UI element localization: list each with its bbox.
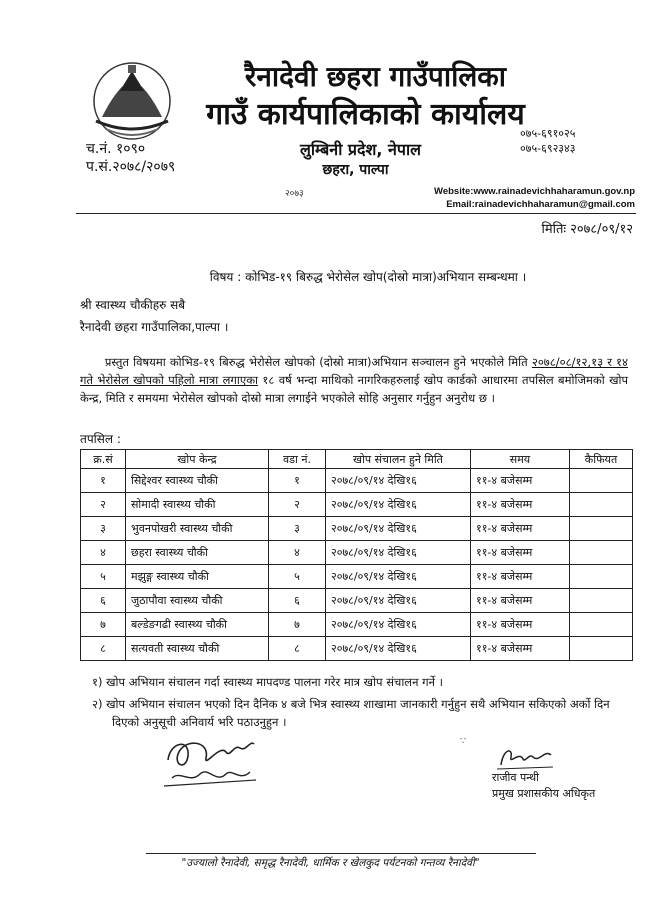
org-name: रैनादेवी छहरा गाउँपालिका [244,60,507,93]
letter-date: मितिः २०७८/०९/१२ [541,222,633,237]
row-sn: ७ [81,613,126,637]
table-row [81,469,633,493]
row-sn: १ [81,469,126,493]
instruction-item: १) खोप अभियान संचालन गर्दा स्वास्थ्य मापदण्ड पालना गरेर मात्र खोप संचालन गर्ने । [92,675,444,689]
row-remarks [570,589,633,613]
row-date: २०७८/०९/१४ देखि१६ [326,565,471,589]
addressee-line-1: श्री स्वास्थ्य चौकीहरु सबै [80,298,186,312]
row-remarks [570,541,633,565]
row-time: ११-४ बजेसम्म [471,541,570,565]
row-sn: २ [81,493,126,517]
instruction-item: २) खोप अभियान संचालन भएको दिन दैनिक ४ बजे भित्र स्वास्थ्य शाखामा जानकारी गर्नुहुन सथै अभियान सकिएको अर्को दिन दिएको अनुसूची अनिवार्य भरि पठाउनुहुन । [92,697,610,729]
header-date: खोप संचालन हुने मिति [326,450,471,469]
dotted-mark: ∵ [460,736,467,747]
row-ward: ७ [269,613,326,637]
office-name: गाउँ कार्यपालिकाको कार्यालय [206,97,525,132]
row-ward: ५ [269,565,326,589]
row-ward: ३ [269,517,326,541]
row-remarks [570,517,633,541]
handwritten-signature-left [160,730,260,794]
row-time: ११-४ बजेसम्म [471,565,570,589]
row-sn: ६ [81,589,126,613]
row-center: भुवनपोखरी स्वास्थ्य चौकी [126,517,269,541]
body-underlined: २०७८/०८/१२,१३ र १४ गते भेरोसेल खोपको पहिलो मात्रा लगाएका [80,355,628,387]
body-part-2: १८ वर्ष भन्दा माथिको नागरिकहरुलाई खोप कार्डको आधारमा तपसिल बमोजिमको खोप केन्द्र, मिति र समयमा भेरोसेल खोपको दोस्रो मात्रा लगाईने भएकोले सोहि अनुसार गर्नुहुन अनुरोध छ । [80,373,628,405]
email-link[interactable]: Email:rainadevichhaharamun@gmail.com [446,199,635,210]
row-sn: ८ [81,637,126,661]
handwritten-signature-right [495,743,555,771]
row-center: सत्यवती स्वास्थ्य चौकी [126,637,269,661]
row-ward: ६ [269,589,326,613]
row-remarks [570,637,633,661]
vaccination-schedule-table [80,449,633,661]
row-ward: ८ [269,637,326,661]
row-sn: ५ [81,565,126,589]
header-divider [76,213,636,214]
table-row [81,589,633,613]
header-sn: क्र.सं [81,450,126,469]
schedule-label: तपसिल : [80,432,121,446]
row-time: ११-४ बजेसम्म [471,613,570,637]
table-row [81,565,633,589]
row-remarks [570,613,633,637]
row-center: बल्डेङगढी स्वास्थ्य चौकी [126,613,269,637]
table-row [81,493,633,517]
row-sn: ४ [81,541,126,565]
row-date: २०७८/०९/१४ देखि१६ [326,517,471,541]
row-ward: १ [269,469,326,493]
table-header-row [81,450,633,469]
table-row [81,541,633,565]
signatory-name: राजीव पन्थी [492,771,540,784]
instructions-list [92,673,622,735]
table-row [81,613,633,637]
office-location: छहरा, पाल्पा [322,162,389,178]
signatory-block [492,770,595,802]
row-date: २०७८/०९/१४ देखि१६ [326,637,471,661]
row-time: ११-४ बजेसम्म [471,493,570,517]
footer-motto: "उज्यालो रैनादेवी, समृद्ध रैनादेवी, धार्मिक र खेलकुद पर्यटनको गन्तव्य रैनादेवी" [181,857,480,869]
row-remarks [570,493,633,517]
row-time: ११-४ बजेसम्म [471,469,570,493]
addressee-line-2: रैनादेवी छहरा गाउँपालिका,पाल्पा । [80,320,229,334]
row-time: ११-४ बजेसम्म [471,517,570,541]
row-ward: २ [269,493,326,517]
row-date: २०७८/०९/१४ देखि१६ [326,589,471,613]
row-remarks [570,565,633,589]
header-remarks: कैफियत [570,450,633,469]
row-time: ११-४ बजेसम्म [471,637,570,661]
reference-block [86,140,175,176]
row-sn: ३ [81,517,126,541]
contact-block [434,185,635,211]
phone-2: ०७५-६९२३४३ [520,142,576,155]
row-date: २०७८/०९/१४ देखि१६ [326,493,471,517]
body-part-1: प्रस्तुत विषयमा कोभिड-१९ बिरुद्ध भेरोसेल खोपको (दोस्रो मात्रा)अभियान सञ्चालन हुने भएकोले मिति [104,355,532,369]
table-row [81,637,633,661]
row-center: सिद्देश्वर स्वास्थ्य चौकी [126,469,269,493]
letter-subject: विषय : कोभिड-१९ बिरुद्ध भेरोसेल खोप(दोस्रो मात्रा)अभियान सम्बन्धमा । [209,270,527,284]
phone-1: ०७५-६९१०२५ [520,127,576,140]
row-center: छहरा स्वास्थ्य चौकी [126,541,269,565]
website-link[interactable]: Website:www.rainadevichhaharamun.gov.np [434,186,635,197]
row-time: ११-४ बजेसम्म [471,589,570,613]
row-date: २०७८/०९/१४ देखि१६ [326,541,471,565]
signatory-title: प्रमुख प्रशासकीय अधिकृत [492,787,596,800]
row-date: २०७८/०९/१४ देखि१६ [326,469,471,493]
row-center: मझुङ्ग स्वास्थ्य चौकी [126,565,269,589]
header-time: समय [471,450,570,469]
fiscal-year: प.सं.२०७८/२०७९ [86,159,176,175]
table-row [81,517,633,541]
row-date: २०७८/०९/१४ देखि१६ [326,613,471,637]
header-center: खोप केन्द्र [126,450,269,469]
province-name: लुम्बिनी प्रदेश, नेपाल [299,140,421,159]
letter-body [80,353,628,407]
row-ward: ४ [269,541,326,565]
row-center: सोमादी स्वास्थ्य चौकी [126,493,269,517]
phone-numbers [520,126,575,156]
footer-divider [146,853,536,854]
seal-year: २०७३ [285,189,304,199]
addressee [80,294,228,338]
header-ward: वडा नं. [269,450,326,469]
reference-number: च.नं. १०९० [86,141,146,157]
row-remarks [570,469,633,493]
row-center: जुठापौवा स्वास्थ्य चौकी [126,589,269,613]
